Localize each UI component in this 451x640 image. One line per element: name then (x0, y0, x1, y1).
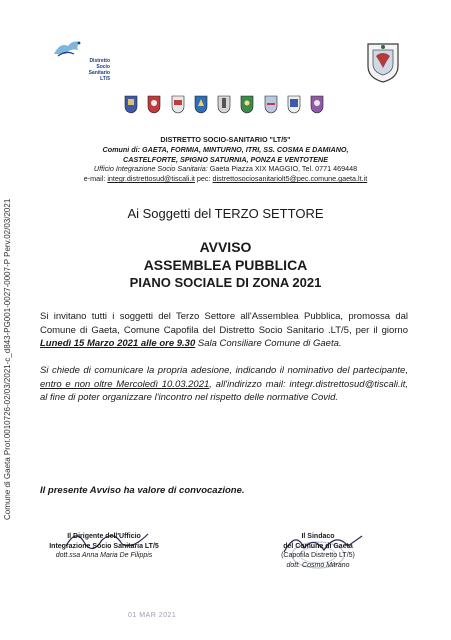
recipient-line: Ai Soggetti del TERZO SETTORE (127, 206, 324, 221)
title-avviso: AVVISO (199, 239, 252, 255)
letterhead (40, 135, 411, 184)
municipal-crest-icon (147, 94, 161, 114)
notice-titles (0, 238, 451, 292)
municipal-crest-icon (310, 94, 324, 114)
district-logo (52, 36, 112, 88)
meeting-date: Lunedì 15 Marzo 2021 alle ore 9.30 (40, 338, 196, 350)
municipal-crest-icon (287, 94, 301, 114)
municipal-crest-icon (194, 94, 208, 114)
municipal-crest-icon (124, 94, 138, 114)
bird-logo-icon (52, 36, 86, 60)
district-name: DISTRETTO SOCIO-SANITARIO "LT/5" (160, 135, 291, 144)
municipal-crest-icon (240, 94, 254, 114)
comuni-line-1: Comuni di: GAETA, FORMIA, MINTURNO, ITRI, SS. COSMA E DAMIANO, (102, 144, 349, 154)
title-assembly: ASSEMBLEA PUBBLICA (143, 257, 308, 273)
municipal-crest-icon (264, 94, 278, 114)
pec-link[interactable]: distrettosociosanitariolt5@pec.comune.gaeta.lt.it (212, 174, 368, 184)
contact-line: e-mail: integr.distrettosud@tiscali.it pec: distrettosociosanitariolt5@pec.comune.gaeta.lt.it (83, 174, 368, 184)
signature-block-dirigente: Il Dirigente dell'Ufficio Integrazione Socio Sanitaria LT/5 dott.ssa Anna Maria De Filippis (49, 533, 159, 560)
office-line: Ufficio Integrazione Socio Sanitaria: Gaeta Piazza XIX MAGGIO, Tel. 0771 469448 (93, 164, 358, 174)
deadline: entro e non oltre Mercoledì 10.03.2021 (40, 378, 210, 390)
title-plan: PIANO SOCIALE DI ZONA 2021 (129, 275, 322, 290)
protocol-stamp: Comune di Gaeta Prot.0010726-02/03/2021-c_d843-PG001-0027-0007-P Perv.02/03/2021 (3, 198, 12, 520)
municipal-crests (124, 90, 324, 114)
email-link[interactable]: integr.distrettosud@tiscali.it (107, 174, 195, 184)
received-date-stamp: 01 MAR 2021 (128, 612, 177, 619)
contact-mail[interactable]: integr.distrettosud@tiscali.it (289, 378, 406, 390)
municipal-crest-icon (171, 94, 185, 114)
comuni-line-2: CASTELFORTE, SPIGNO SATURNIA, PONZA E VENTOTENE (123, 154, 328, 164)
invitation-paragraph: Si invitano tutti i soggetti del Terzo Settore all'Assemblea Pubblica, promossa dal Comune di Gaeta, Comune Capofila del Distretto Socio Sanitario .LT/5, per il giorno Lunedì 15 Marzo 2021 alle ore 9.30 Sala Consiliare Comune di Gaeta. (40, 311, 408, 350)
adhesion-paragraph: Si chiede di comunicare la propria adesione, indicando il nominativo del partecipante, entro e non oltre Mercoledì 10.03.2021, all'indirizzo mail: integr.distrettosud@tiscali.it, al fine di poter organizzare l'incontro nel rispetto delle normative Covid. (40, 365, 408, 404)
district-logo-text: Distretto Socio Sanitario LT/5 (88, 58, 110, 82)
signature-block-sindaco: Il Sindaco del Comune di Gaeta (Capofila Distretto LT/5) dott. Cosmo Mitrano (281, 533, 355, 569)
municipal-crest-icon (217, 94, 231, 114)
convocation-note: Il presente Avviso ha valore di convocazione. (40, 485, 245, 496)
regional-emblem-icon (364, 40, 402, 84)
